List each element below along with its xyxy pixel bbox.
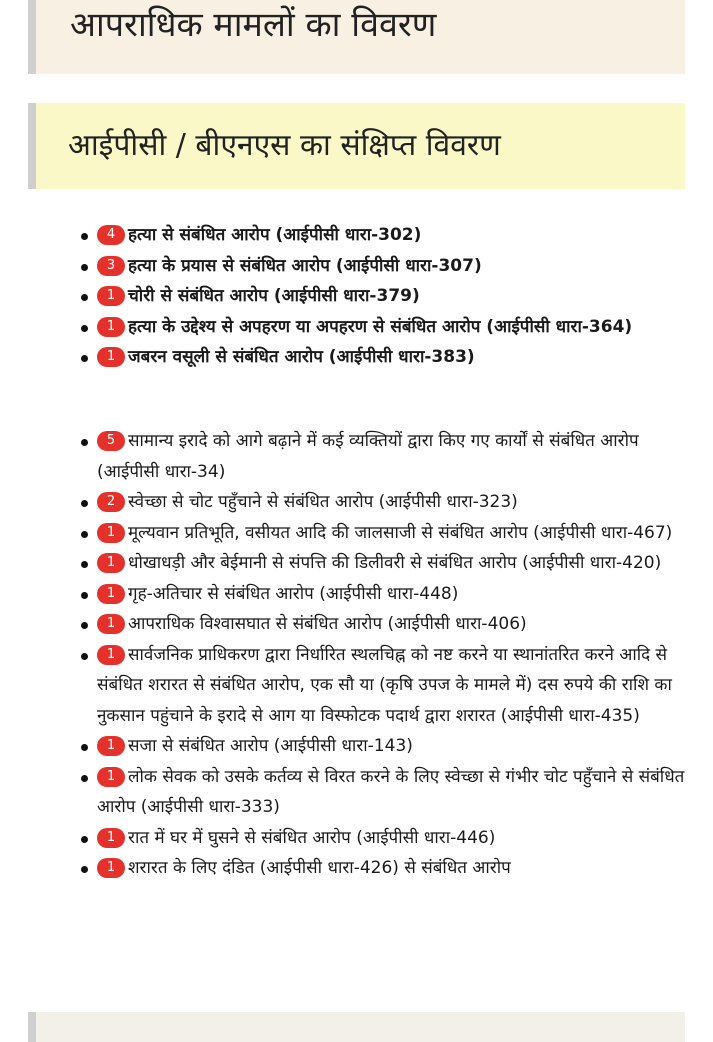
count-badge: 1 [97,523,125,543]
list-item [97,823,693,854]
count-badge: 1 [97,614,125,634]
list-item [97,640,693,732]
charge-text: सजा से संबंधित आरोप (आईपीसी धारा-143) [128,736,413,756]
count-badge: 3 [97,256,125,276]
charge-text: गृह-अतिचार से संबंधित आरोप (आईपीसी धारा-448) [128,583,459,604]
serious-charges-list [0,220,713,373]
count-badge: 1 [97,584,125,604]
count-badge: 1 [97,767,125,787]
count-badge: 1 [97,736,125,756]
charge-text: रात में घर में घुसने से संबंधित आरोप (आईपीसी धारा-446) [128,827,496,848]
list-item [97,731,693,762]
charge-text: आपराधिक विश्वासघात से संबंधित आरोप (आईपीसी धारा-406) [128,614,527,634]
section-title: आईपीसी / बीएनएस का संक्षिप्त विवरण [68,128,501,163]
list-item [97,487,693,518]
charge-text: धोखाधड़ी और बेईमानी से संपत्ति की डिलीवरी से संबंधित आरोप (आईपीसी धारा-420) [128,553,662,573]
count-badge: 1 [97,645,125,665]
section-header [28,103,685,189]
count-badge: 4 [97,225,125,245]
charge-text: सार्वजनिक प्राधिकरण द्वारा निर्धारित स्थलचिह्न को नष्ट करने या स्थानांतरित करने आदि से संबंधित शरारत से संबंधित आरोप, एक सौ या (कृषि उपज के मामले में) दस रुपये की राशि का नुकसान पहुंचाने के इरादे से आग या विस्फोटक पदार्थ द्वारा शरारत (आईपीसी धारा-435) [97,644,672,726]
list-item [97,762,693,823]
count-badge: 2 [97,492,125,512]
page-header [28,0,685,74]
count-badge: 1 [97,286,125,306]
charge-text: स्वेच्छा से चोट पहुँचाने से संबंधित आरोप (आईपीसी धारा-323) [128,492,518,512]
count-badge: 1 [97,347,125,367]
count-badge: 1 [97,317,125,337]
other-charges-list [0,426,713,884]
page-title: आपराधिक मामलों का विवरण [70,5,437,45]
list-item [97,579,693,610]
charge-text: हत्या के प्रयास से संबंधित आरोप (आईपीसी धारा-307) [128,255,482,276]
list-item [97,853,693,884]
charge-text: हत्या से संबंधित आरोप (आईपीसी धारा-302) [128,225,422,245]
charge-text: जबरन वसूली से संबंधित आरोप (आईपीसी धारा-383) [128,347,475,367]
charge-text: शरारत के लिए दंडित (आईपीसी धारा-426) से संबंधित आरोप [128,858,511,878]
list-item [97,426,693,487]
list-item [97,342,693,373]
count-badge: 5 [97,431,125,451]
count-badge: 1 [97,828,125,848]
list-item [97,251,693,282]
charge-text: लोक सेवक को उसके कर्तव्य से विरत करने के लिए स्वेच्छा से गंभीर चोट पहुँचाने से संबंधित आरोप (आईपीसी धारा-333) [97,766,685,817]
charge-text: सामान्य इरादे को आगे बढ़ाने में कई व्यक्तियों द्वारा किए गए कार्यों से संबंधित आरोप (आईपीसी धारा-34) [97,431,639,482]
charge-text: मूल्यवान प्रतिभूति, वसीयत आदि की जालसाजी से संबंधित आरोप (आईपीसी धारा-467) [128,522,673,543]
list-item [97,548,693,579]
list-item [97,609,693,640]
charge-text: हत्या के उद्देश्य से अपहरण या अपहरण से संबंधित आरोप (आईपीसी धारा-364) [128,316,633,337]
charge-text: चोरी से संबंधित आरोप (आईपीसी धारा-379) [128,286,420,306]
list-item [97,281,693,312]
next-section-header [28,1012,685,1042]
count-badge: 1 [97,553,125,573]
list-item [97,518,693,549]
list-item [97,220,693,251]
list-item [97,312,693,343]
count-badge: 1 [97,858,125,878]
